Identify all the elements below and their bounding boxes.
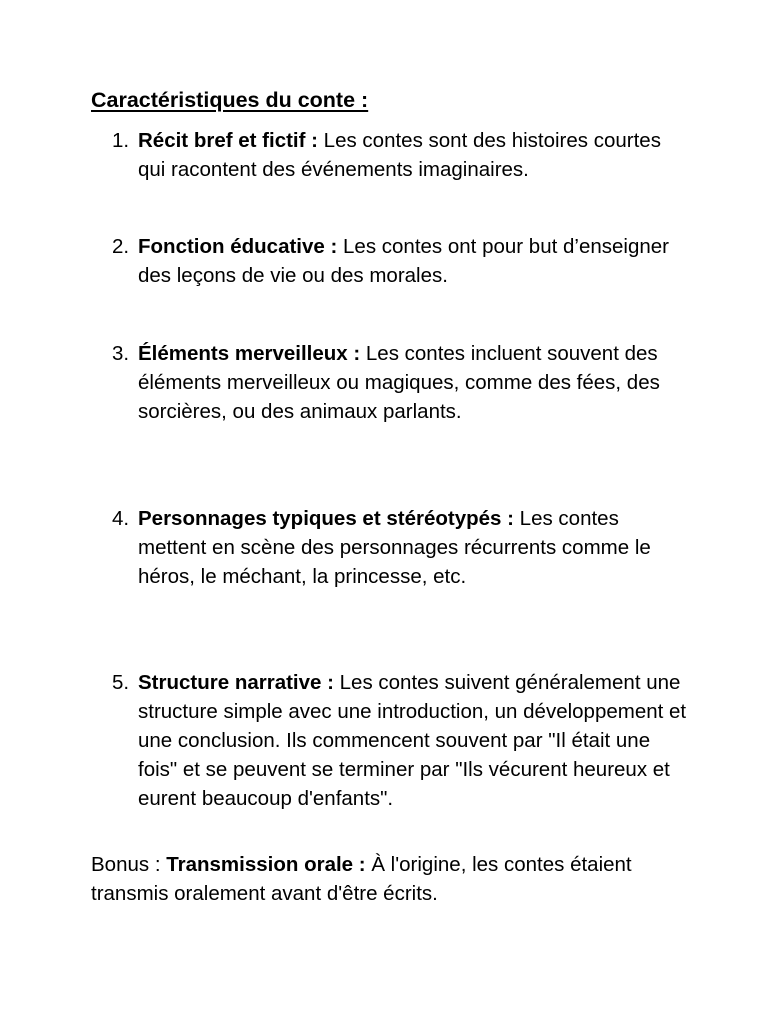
list-item-number: 5. [112,671,130,694]
list-item [91,668,691,813]
list-item-number: 2. [112,235,130,258]
list-item-term: Éléments merveilleux : [138,342,361,365]
bonus-text: À l'origine, les contes étaient transmis oralement avant d'être écrits. [91,853,632,905]
list-item-content [138,232,691,290]
list-item [91,232,691,290]
bonus-term: Transmission orale : [166,853,366,876]
list-item-number: 4. [112,507,130,530]
list-item-content [138,126,691,184]
document-title: Caractéristiques du conte : [91,88,369,112]
list-item [91,339,691,426]
list-item-content [138,668,691,813]
list-item-text: Les contes incluent souvent des éléments merveilleux ou magiques, comme des fées, des sorcières, ou des animaux parlants. [138,342,660,423]
list-item-term: Personnages typiques et stéréotypés : [138,507,514,530]
list-item-content [138,504,691,591]
list-item-number: 3. [112,342,130,365]
list-item-text: Les contes mettent en scène des personnages récurrents comme le héros, le méchant, la princesse, etc. [138,507,651,588]
list-item-number: 1. [112,129,130,152]
list-item-term: Récit bref et fictif : [138,129,318,152]
list-item-text: Les contes sont des histoires courtes qui racontent des événements imaginaires. [138,129,661,181]
list-item-text: Les contes suivent généralement une structure simple avec une introduction, un développement et une conclusion. Ils commencent souvent par "Il était une fois" et se peuvent se terminer par "Ils vécurent heureux et eurent beaucoup d'enfants". [138,671,687,810]
list-item-term: Structure narrative : [138,671,334,694]
list-item-content [138,339,691,426]
bonus-prefix: Bonus : [91,853,161,876]
list-item-term: Fonction éducative : [138,235,338,258]
list-item-text: Les contes ont pour but d’enseigner des leçons de vie ou des morales. [138,235,669,287]
list-item [91,504,691,591]
list-item [91,126,691,184]
bonus-paragraph [91,850,691,908]
